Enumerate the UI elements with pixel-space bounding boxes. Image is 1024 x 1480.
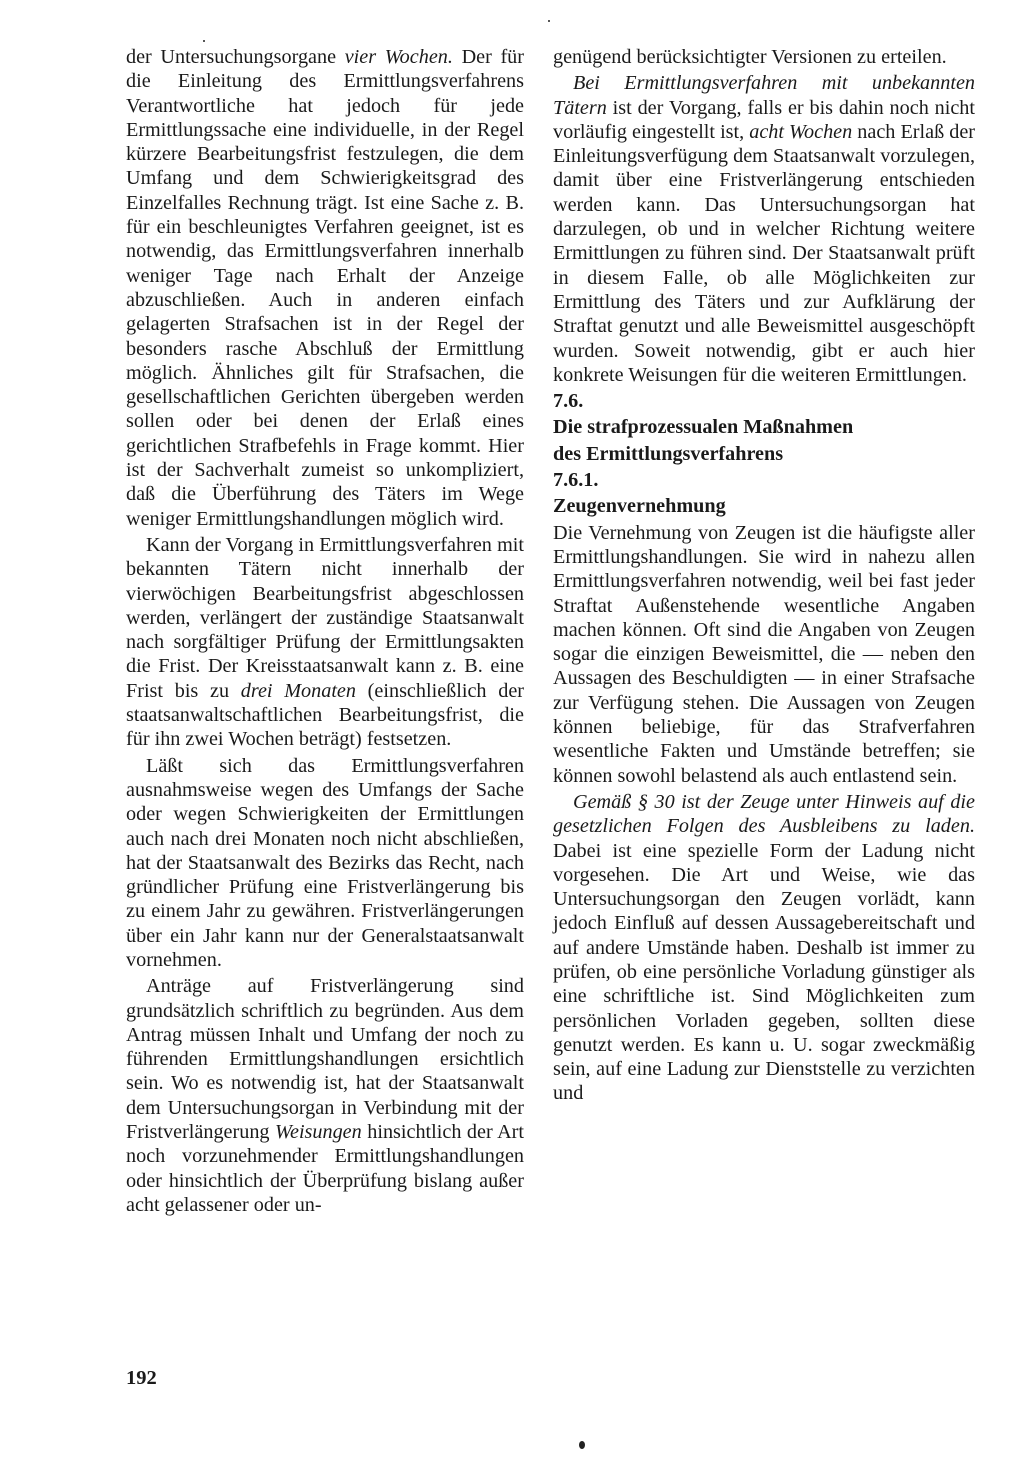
left-column xyxy=(126,45,524,1219)
subsection-title: Zeugenvernehmung xyxy=(553,495,726,518)
paragraph-deadline-intro xyxy=(126,45,524,531)
emphasis-text: Gemäß § 30 ist der Zeuge unter Hinweis auf die gesetzlichen Folgen des Ausbleibens zu laden. xyxy=(553,790,975,838)
ink-speck xyxy=(203,40,205,42)
text-run: ist der Vorgang, falls er bis dahin noch nicht vorläufig eingestellt ist, xyxy=(553,96,975,143)
paragraph-witness-examination: Die Vernehmung von Zeugen ist die häufigste aller Ermittlungshandlungen. Sie wird in nahezu allen Ermittlungsverfahren notwendig, weil bei fast jeder Straftat Außenstehende wesentliche Angaben machen können. Oft sind die Angaben von Zeugen sogar die einzigen Beweismittel, die — neben den Aussagen des Beschuldigten — in einer Strafsache zur Verfügung stehen. Die Aussagen von Zeugen können beliebige, für das Strafverfahren wesentliche Fakten und Umstände betreffen; sie können sowohl belastend als auch entlastend sein. xyxy=(553,521,975,787)
text-run: Kann der Vorgang in Ermittlungsverfahren mit bekannten Tätern nicht innerhalb der vierwöchigen Bearbeitungsfrist abgeschlossen werden, verlängert der zuständige Staatsanwalt nach sorgfältiger Prüfung der Ermittlungsakten die Frist. Der Kreisstaatsanwalt kann z. B. eine Frist bis zu xyxy=(126,533,524,702)
paragraph-witness-summons xyxy=(553,790,975,1106)
text-run: hinsichtlich der Art noch vorzunehmender Ermittlungshandlungen oder hinsichtlich der Überprüfung bislang außer acht gelassener oder un- xyxy=(126,1121,524,1216)
text-run: Der für die Einleitung des Ermittlungsverfahrens Verantwortliche hat jedoch für jede Ermittlungssache eine individuelle, in der Regel kürzere Bearbeitungsfrist festzulegen, die dem Umfang und dem Schwierigkeitsgrad des Einzelfalles Rechnung trägt. Ist eine Sache z. B. für ein beschleunigtes Verfahren geeignet, ist es notwendig, das Ermittlungsverfahren innerhalb weniger Tage nach Erhalt der Anzeige abzuschließen. Auch in anderen einfach gelagerten Strafsachen ist in der Regel der besonders rasche Abschluß der Ermittlung möglich. Ähnliches gilt für Strafsachen, die gesellschaftlichen Gerichten übergeben werden sollen oder bei denen der Erlaß eines gerichtlichen Strafbefehls in Frage kommt. Hier ist der Sachverhalt zumeist so unkompliziert, daß die Überführung des Täters im Wege weniger Ermittlungshandlungen möglich wird. xyxy=(126,46,524,530)
right-column xyxy=(553,45,975,1108)
text-run: Dabei ist eine spezielle Form der Ladung nicht vorgesehen. Die Art und Weise, wie das Untersuchungsorgan den Zeugen vorlädt, kann jedoch Einfluß auf dessen Aussagebereitschaft und auf andere Umstände haben. Deshalb ist immer zu prüfen, ob eine persönliche Vorladung günstiger als eine schriftliche ist. Sind Möglichkeiten zum persönlichen Vorladen gegeben, sollten diese genutzt werden. Es kann u. U. sogar zweckmäßig sein, auf eine Ladung zur Dienststelle zu verzichten und xyxy=(553,839,975,1105)
paragraph-extension-requests xyxy=(126,974,524,1217)
text-run: Anträge auf Fristverlängerung sind grundsätzlich schriftlich zu begründen. Aus dem Antrag müssen Inhalt und Umfang der noch zu führenden Ermittlungshandlungen ersichtlich sein. Wo es notwendig ist, hat der Staatsanwalt dem Untersuchungsorgan in Verbindung mit der Fristverlängerung xyxy=(126,975,524,1144)
section-title-line-2: des Ermittlungsverfahrens xyxy=(553,442,784,465)
paragraph-deadline-extension xyxy=(126,533,524,752)
text-run: der Untersuchungsorgane xyxy=(126,46,345,68)
subsection-number: 7.6.1. xyxy=(553,469,599,492)
emphasis-text: drei Monaten xyxy=(240,679,356,702)
section-title-line-1: Die strafprozessualen Maßnahmen xyxy=(553,416,854,439)
paragraph-exceptional-extension xyxy=(126,754,524,973)
ink-speck xyxy=(579,1441,585,1449)
emphasis-text: Bei Ermittlungsverfahren mit unbekannten Tätern xyxy=(553,72,975,119)
text-run: Läßt sich das Ermittlungsverfahren ausnahmsweise wegen des Umfangs der Sache oder wegen Schwierigkeiten der Ermittlungen auch nach drei Monaten noch nicht abschließen, hat der Staatsanwalt des Bezirks das Recht, nach gründlicher Prüfung eine Fristverlängerung bis zu einem Jahr zu gewähren. Fristverlängerungen über ein Jahr kann nur der Generalstaatsanwalt vornehmen. xyxy=(126,754,524,971)
text-run: (einschließlich der staatsanwaltschaftlichen Bearbeitungsfrist, die für ihn zwei Wochen beträgt) festsetzen. xyxy=(126,679,525,751)
section-number: 7.6. xyxy=(553,390,584,413)
emphasis-text: Weisungen xyxy=(275,1121,362,1144)
emphasis-text: vier Wochen. xyxy=(344,46,453,68)
paragraph-unknown-perpetrators xyxy=(553,71,975,387)
emphasis-text: acht Wochen xyxy=(749,120,853,143)
ink-speck xyxy=(548,20,550,22)
text-run: nach Erlaß der Einleitungsverfügung dem Staatsanwalt vorzulegen, damit über eine Fristverlängerung entschieden werden kann. Das Untersuchungsorgan hat darzulegen, ob und in welcher Richtung weitere Ermittlungen zu führen sind. Der Staatsanwalt prüft in diesem Falle, ob alle Möglichkeiten zur Ermittlung des Täters und zur Aufklärung der Straftat genutzt und alle Beweismittel ausgeschöpft wurden. Soweit notwendig, gibt er auch hier konkrete Weisungen für die weiteren Ermittlungen. xyxy=(553,120,975,386)
page-number: 192 xyxy=(126,1367,157,1389)
paragraph-continuation: genügend berücksichtigter Versionen zu erteilen. xyxy=(553,46,947,68)
